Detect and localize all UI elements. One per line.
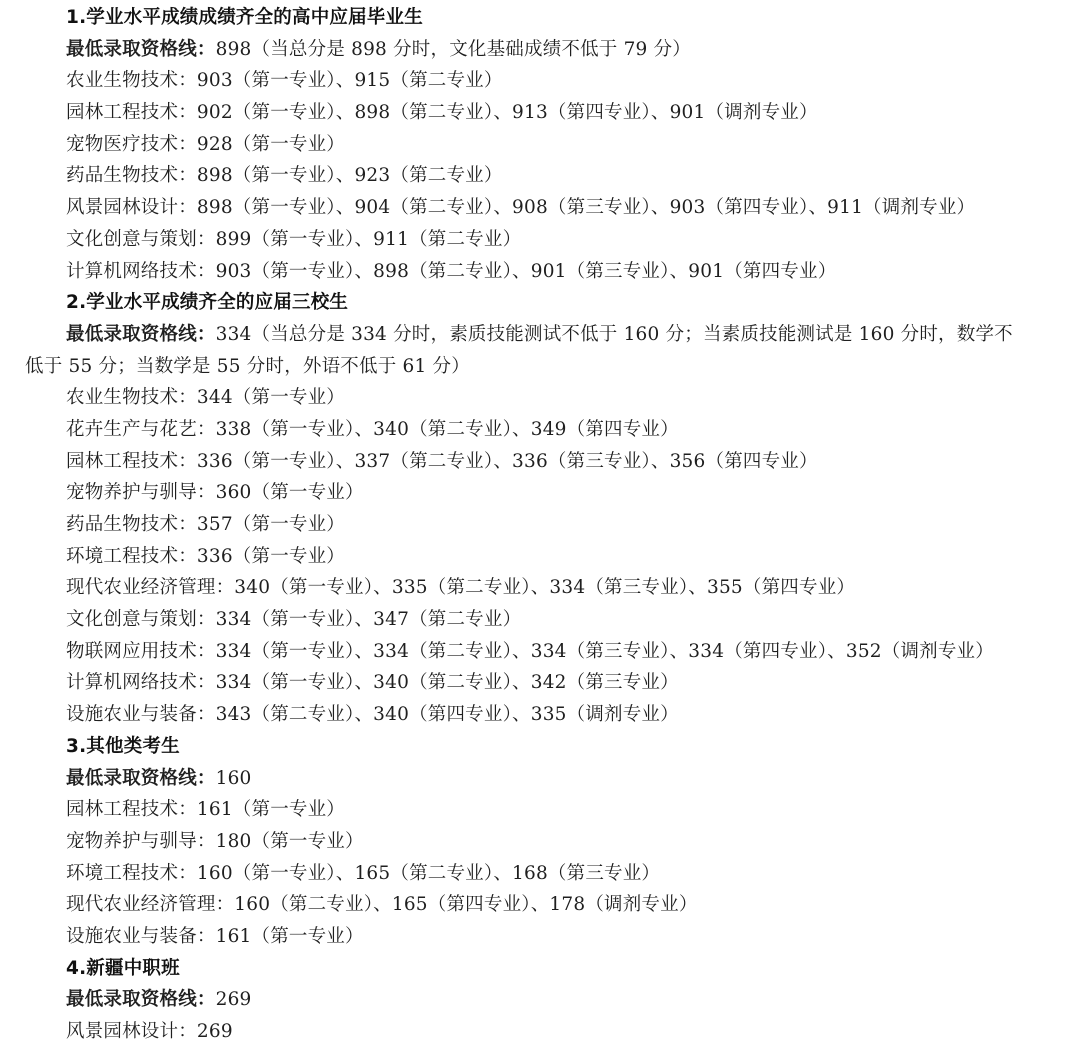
list-item: 宠物养护与驯导：180（第一专业）: [66, 830, 364, 852]
section-2-min-line: [0, 319, 1080, 351]
list-item: 现代农业经济管理：160（第二专业）、165（第四专业）、178（调剂专业）: [66, 894, 698, 916]
section-4-min-line: [0, 984, 1080, 1016]
list-item: 风景园林设计：269: [66, 1021, 233, 1042]
section-2-min-line-continued: 低于 55 分；当数学是 55 分时，外语不低于 61 分）: [25, 355, 470, 377]
list-item: 宠物养护与驯导：360（第一专业）: [66, 482, 364, 504]
list-item: 宠物医疗技术：928（第一专业）: [66, 133, 346, 155]
section-1-heading: 1.学业水平成绩成绩齐全的高中应届毕业生: [66, 7, 423, 28]
min-line-value: 160: [215, 767, 252, 789]
list-item: 文化创意与策划：899（第一专业）、911（第二专业）: [66, 228, 522, 250]
section-2-heading: 2.学业水平成绩齐全的应届三校生: [66, 292, 349, 314]
min-line-label: 最低录取资格线：: [66, 767, 216, 789]
min-line-label: 最低录取资格线：: [66, 989, 216, 1011]
list-item: 现代农业经济管理：340（第一专业）、335（第二专业）、334（第三专业）、355（第四专业）: [66, 577, 856, 599]
list-item: 药品生物技术：357（第一专业）: [66, 514, 346, 535]
section-4-heading: 4.新疆中职班: [66, 957, 180, 979]
min-line-value: 334（当总分是 334 分时，素质技能测试不低于 160 分；当素质技能测试是 160 分时，数学不: [215, 323, 1013, 345]
min-line-label: 最低录取资格线：: [66, 323, 216, 345]
list-item: 设施农业与装备：343（第二专业）、340（第四专业）、335（调剂专业）: [66, 704, 679, 726]
section-1-min-line: [0, 34, 1080, 66]
list-item: 风景园林设计：898（第一专业）、904（第二专业）、908（第三专业）、903（第四专业）、911（调剂专业）: [66, 197, 976, 219]
list-item: 园林工程技术：161（第一专业）: [66, 799, 346, 821]
list-item: 环境工程技术：160（第一专业）、165（第二专业）、168（第三专业）: [66, 862, 661, 884]
min-line-label: 最低录取资格线：: [66, 38, 216, 60]
list-item: 农业生物技术：903（第一专业）、915（第二专业）: [66, 70, 503, 92]
list-item: 计算机网络技术：334（第一专业）、340（第二专业）、342（第三专业）: [66, 672, 679, 694]
document-body: [0, 2, 1080, 1048]
section-3-min-line: [0, 763, 1080, 795]
list-item: 农业生物技术：344（第一专业）: [66, 387, 346, 409]
list-item: 园林工程技术：902（第一专业）、898（第二专业）、913（第四专业）、901（调剂专业）: [66, 102, 818, 124]
min-line-value: 898（当总分是 898 分时，文化基础成绩不低于 79 分）: [215, 38, 691, 60]
list-item: 设施农业与装备：161（第一专业）: [66, 925, 364, 947]
list-item: 园林工程技术：336（第一专业）、337（第二专业）、336（第三专业）、356（第四专业）: [66, 450, 818, 472]
section-3-heading: 3.其他类考生: [66, 735, 180, 757]
list-item: 物联网应用技术：334（第一专业）、334（第二专业）、334（第三专业）、334（第四专业）、352（调剂专业）: [66, 640, 994, 662]
list-item: 文化创意与策划：334（第一专业）、347（第二专业）: [66, 609, 522, 631]
min-line-value: 269: [215, 989, 252, 1011]
list-item: 花卉生产与花艺：338（第一专业）、340（第二专业）、349（第四专业）: [66, 418, 679, 440]
list-item: 环境工程技术：336（第一专业）: [66, 545, 346, 567]
list-item: 药品生物技术：898（第一专业）、923（第二专业）: [66, 165, 503, 187]
list-item: 计算机网络技术：903（第一专业）、898（第二专业）、901（第三专业）、901（第四专业）: [66, 260, 837, 282]
